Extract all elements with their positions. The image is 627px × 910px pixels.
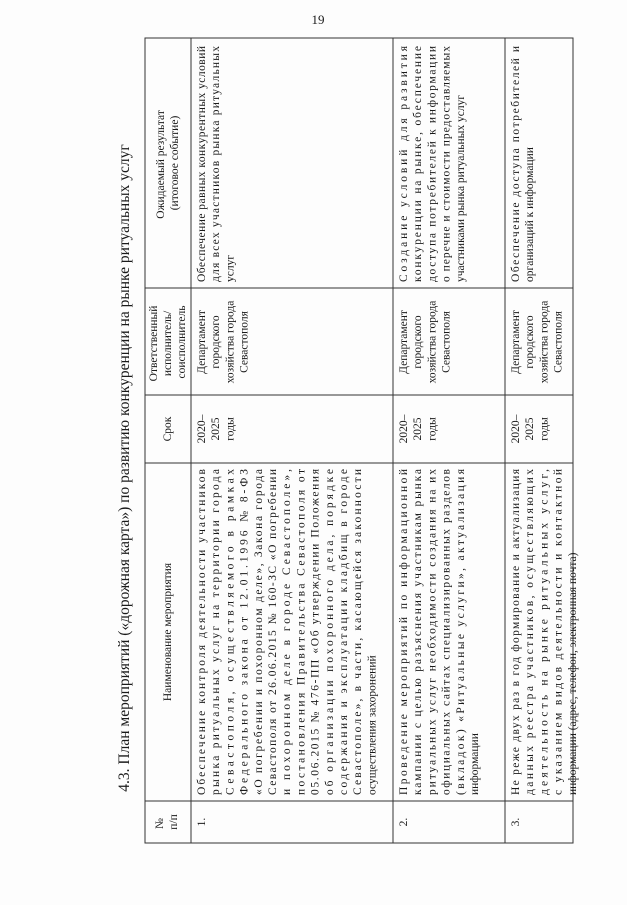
header-num: № п/п: [154, 814, 180, 830]
header-result: Ожидаемый результат (итоговое событие): [155, 110, 181, 219]
row-number: 2.: [398, 817, 410, 827]
row-expected-result: Создание условий для развитияконкуренции на рынке, обеспечениедоступа потребителей к информациио перечне и стоимости предоставляемыхучастниками рынка ритуальных услуг: [398, 46, 467, 282]
row-term: 2020– 2025 годы: [196, 414, 237, 444]
row-measure-name: Обеспечение контроля деятельности участниковрынка ритуальных услуг на территории городаСевастополя, осуществляемого в рамкахФедерального закона от 12.01.1996 № 8-ФЗ«О погребении и похоронном деле», Закона городаСевастополя от 26.06.2015 № 160-ЗС «О погребениии похоронном деле в городе Севастополе»,постановления Правительства Севастополя от05.06.2015 № 476-ПП «Об утверждении Положенияоб организации похоронного дела, порядкесодержания и эксплуатации кладбищ в городеСевастополе», в части, касающейся законностиосуществления захоронений: [196, 468, 379, 795]
header-name: Наименование мероприятия: [162, 562, 174, 702]
page-number: 19: [311, 12, 325, 27]
header-term: Срок: [162, 416, 174, 442]
row-executor: Департамент городского хозяйства города Севастополя: [510, 300, 565, 384]
row-number: 3.: [510, 817, 522, 827]
measures-table: [145, 38, 579, 843]
row-number: 1.: [196, 817, 208, 827]
section-title: 4.3. План мероприятий («дорожная карта») по развитию конкуренции на рынке ритуальных услуг: [116, 144, 133, 792]
row-expected-result: Обеспечение доступа потребителей иорганизаций к информации: [510, 46, 537, 282]
table-body: [196, 45, 579, 826]
row-measure-name: Не реже двух раз в год формирование и актуализацияданных реестра участников, осуществляющихдеятельность на рынке ритуальных услуг,с указанием видов деятельности и контактнойинформации (адрес, телефон, электронная почта): [510, 468, 579, 795]
row-term: 2020– 2025 годы: [398, 414, 439, 444]
row-executor: Департамент городского хозяйства города Севастополя: [398, 300, 453, 384]
row-term: 2020– 2025 годы: [510, 414, 551, 444]
row-executor: Департамент городского хозяйства города Севастополя: [196, 300, 251, 384]
row-expected-result: Обеспечение равных конкурентных условийдля всех участников рынка ритуальныхуслуг: [196, 46, 237, 282]
header-executor: Ответственный исполнитель/ соисполнитель: [148, 305, 188, 382]
row-measure-name: Проведение мероприятий по информационнойкампании с целью разъяснения участникам рынкаритуальных услуг необходимости создания на ихофициальных сайтах специализированных разделов(вкладок) «Ритуальные услуги», актуализацияинформации: [398, 469, 481, 795]
